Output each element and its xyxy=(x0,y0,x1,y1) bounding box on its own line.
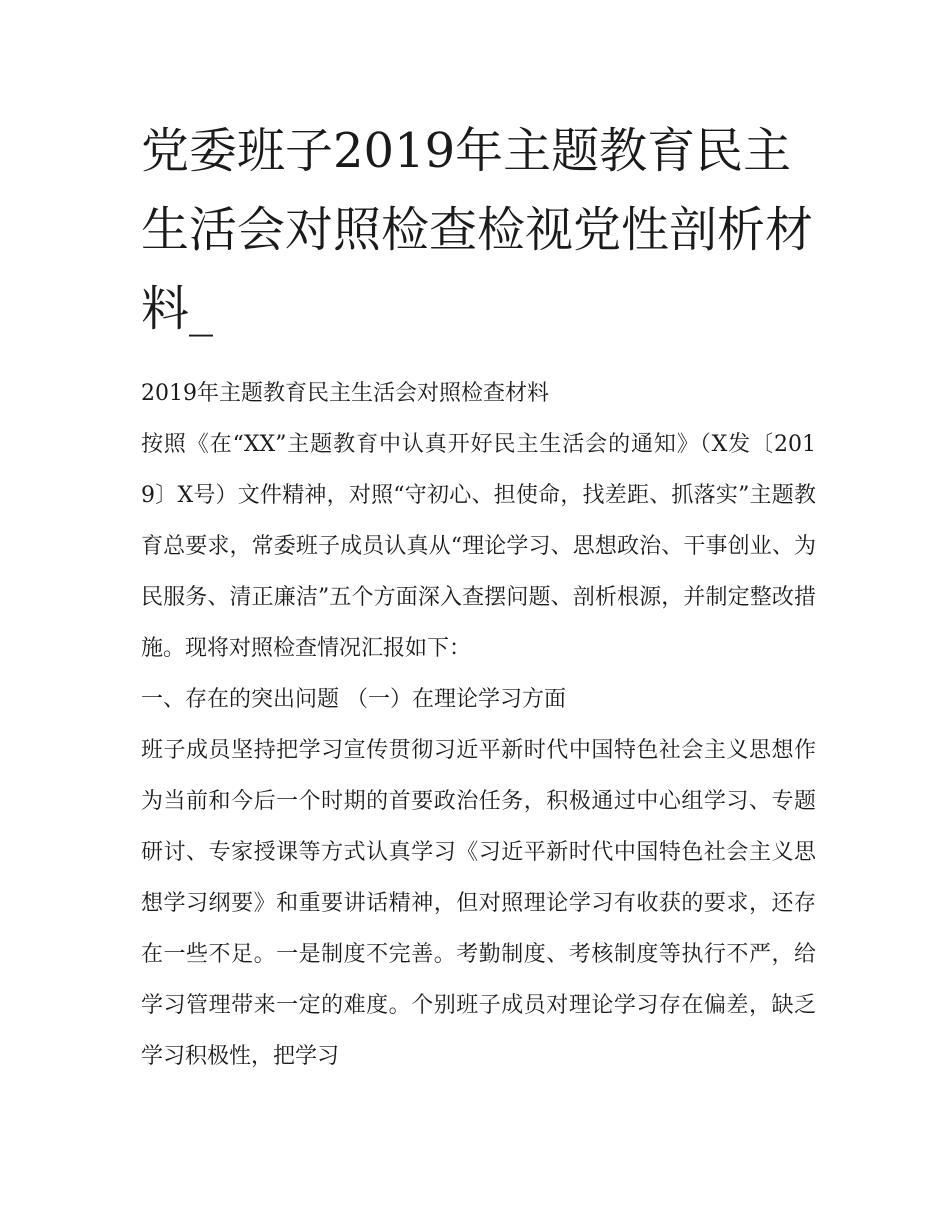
document-page xyxy=(141,112,816,1082)
paragraph-intro: 按照《在“XX”主题教育中认真开好民主生活会的通知》（X发〔2019〕X号）文件精神，对照“守初心、担使命，找差距、抓落实”主题教育总要求，常委班子成员认真从“理论学习、思想政治、干事创业、为民服务、清正廉洁”五个方面深入查摆问题、剖析根源，并制定整改措施。现将对照检查情况汇报如下： xyxy=(141,432,816,661)
paragraph-theory-study: 班子成员坚持把学习宣传贯彻习近平新时代中国特色社会主义思想作为当前和今后一个时期的首要政治任务，积极通过中心组学习、专题研讨、专家授课等方式认真学习《习近平新时代中国特色社会主义思想学习纲要》和重要讲话精神，但对照理论学习有收获的要求，还存在一些不足。一是制度不完善。考勤制度、考核制度等执行不严，给学习管理带来一定的难度。个别班子成员对理论学习存在偏差，缺乏学习积极性，把学习 xyxy=(141,738,816,1069)
document-body xyxy=(141,368,816,1082)
document-title: 党委班子2019年主题教育民主生活会对照检查检视党性剖析材料_ xyxy=(141,123,814,337)
section-heading: 一、存在的突出问题 （一）在理论学习方面 xyxy=(141,687,566,712)
document-subtitle: 2019年主题教育民主生活会对照检查材料 xyxy=(141,381,549,406)
